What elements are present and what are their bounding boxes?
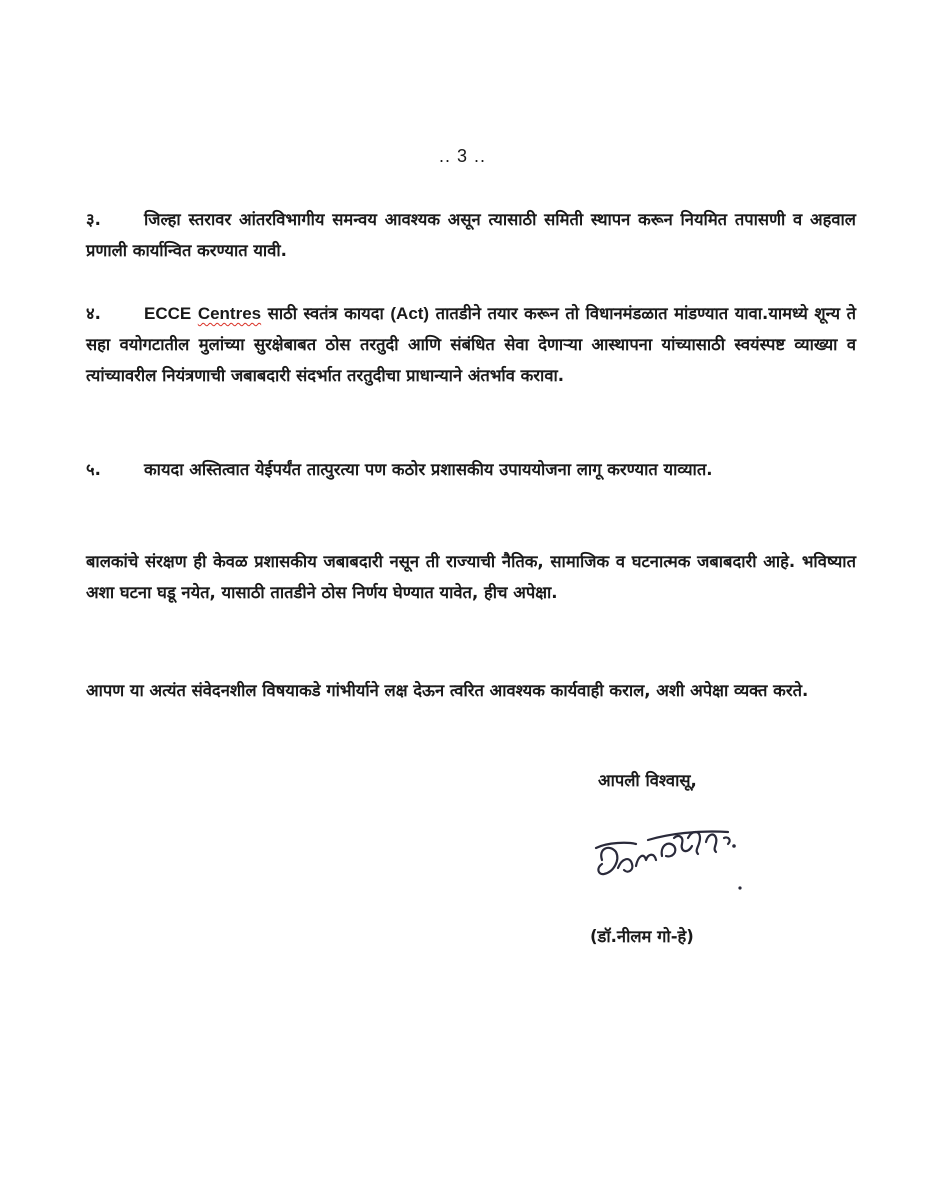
paragraph-text: बालकांचे संरक्षण ही केवळ प्रशासकीय जबाबदारी नसून ती राज्याची नैतिक, सामाजिक व घटनात्मक जबाबदारी आहे. भविष्यात अशा घटना घडू नयेत, यासाठी तातडीने ठोस निर्णय घेण्यात यावेत, हीच अपेक्षा. bbox=[86, 552, 856, 602]
paragraph-6 bbox=[86, 546, 856, 608]
paragraph-text: कायदा अस्तित्वात येईपर्यंत तात्पुरत्या पण कठोर प्रशासकीय उपाययोजना लागू करण्यात याव्यात. bbox=[144, 460, 713, 479]
paragraph-number: ५. bbox=[86, 460, 101, 479]
paragraph-text-b: तातडीने तयार करून तो विधानमंडळात मांडण्यात यावा.यामध्ये शून्य ते सहा वयोगटातील मुलांच्या सुरक्षेबाबत ठोस तरतुदी आणि संबंधित सेवा देणाऱ्या आस्थापना यांच्यासाठी स्वयंस्पष्ट व्याख्या व त्यांच्यावरील नियंत्रणाची जबाबदारी संदर्भात तरतुदीचा प्राधान्याने अंतर्भाव करावा. bbox=[86, 304, 857, 385]
paragraph-number: ३. bbox=[86, 210, 101, 229]
centres-word: Centres bbox=[197, 304, 262, 323]
paragraph-number: ४. bbox=[86, 304, 101, 323]
paragraph-4 bbox=[86, 298, 856, 391]
handwritten-signature bbox=[588, 808, 758, 898]
paragraph-text: जिल्हा स्तरावर आंतरविभागीय समन्वय आवश्यक असून त्यासाठी समिती स्थापन करून नियमित तपासणी व अहवाल प्रणाली कार्यान्वित करण्यात यावी. bbox=[86, 210, 856, 260]
paragraph-5 bbox=[86, 454, 856, 485]
closing-salutation: आपली विश्वासू, bbox=[598, 771, 697, 790]
act-word: (Act) bbox=[390, 304, 430, 323]
paragraph-text: आपण या अत्यंत संवेदनशील विषयाकडे गांभीर्याने लक्ष देऊन त्वरित आवश्यक कार्यवाही कराल, अशी अपेक्षा व्यक्त करते. bbox=[86, 681, 809, 700]
page-number: .. 3 .. bbox=[438, 146, 487, 166]
signer-name: (डॉ.नीलम गो-हे) bbox=[590, 927, 694, 946]
paragraph-text-a: साठी स्वतंत्र कायदा bbox=[267, 304, 384, 323]
paragraph-3 bbox=[86, 204, 856, 266]
paragraph-7 bbox=[86, 675, 856, 706]
ecce-acronym: ECCE bbox=[144, 304, 192, 323]
